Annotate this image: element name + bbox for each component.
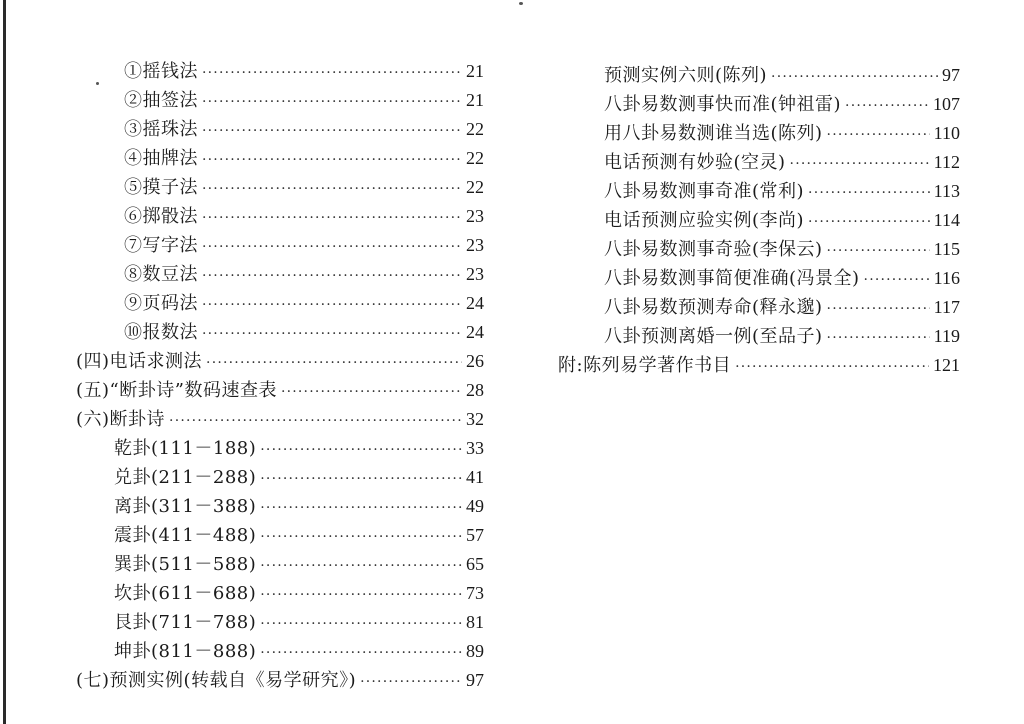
toc-entry (604, 209, 960, 233)
toc-entry (604, 180, 960, 204)
toc-dot-leader (864, 269, 930, 291)
toc-entry (124, 321, 484, 345)
toc-entry (114, 640, 484, 664)
toc-entry-title: 坤卦(811－888) (114, 641, 257, 662)
scan-speck (96, 82, 99, 85)
toc-entry-title: ⑧数豆法 (124, 264, 198, 285)
toc-dot-leader (169, 410, 462, 432)
toc-dot-leader (808, 182, 930, 204)
toc-entry-title: ⑥掷骰法 (124, 206, 198, 227)
toc-page-number: 23 (466, 206, 484, 226)
toc-entry-title: 巽卦(511－588) (114, 554, 257, 575)
toc-entry-title: (七)预测实例(转载自《易学研究》) (76, 670, 357, 691)
toc-dot-leader (827, 298, 930, 320)
toc-entry (114, 495, 484, 519)
toc-page-number: 28 (466, 380, 484, 400)
toc-entry (604, 151, 960, 175)
toc-page-number: 23 (466, 235, 484, 255)
toc-dot-leader (202, 149, 462, 171)
toc-dot-leader (206, 352, 462, 374)
toc-entry (114, 553, 484, 577)
toc-entry (604, 267, 960, 291)
toc-page-number: 73 (466, 583, 484, 603)
toc-entry-title: 兑卦(211－288) (114, 467, 257, 488)
toc-dot-leader (202, 236, 462, 258)
toc-page-number: 116 (933, 268, 960, 288)
toc-page-number: 113 (933, 181, 960, 201)
toc-entry (76, 669, 484, 693)
toc-entry-title: (五)“断卦诗”数码速查表 (76, 380, 277, 401)
toc-dot-leader (735, 356, 929, 378)
toc-entry-title: 附:陈列易学著作书目 (558, 355, 732, 376)
toc-entry (124, 263, 484, 287)
toc-entry (558, 354, 960, 378)
toc-page-number: 121 (933, 355, 960, 375)
toc-dot-leader (202, 207, 462, 229)
toc-entry-title: 八卦易数测事简便准确(冯景全) (604, 268, 860, 289)
toc-entry (604, 64, 960, 88)
toc-page-number: 24 (466, 322, 484, 342)
toc-dot-leader (845, 95, 929, 117)
toc-entry-title: 震卦(411－488) (114, 525, 257, 546)
toc-dot-leader (260, 555, 462, 577)
toc-entry-title: 八卦易数测事快而准(钟祖雷) (604, 94, 842, 115)
toc-page-number: 81 (466, 612, 484, 632)
toc-dot-leader (808, 211, 930, 233)
toc-entry (124, 292, 484, 316)
toc-page-number: 57 (466, 525, 484, 545)
toc-entry (76, 379, 484, 403)
toc-page-number: 119 (933, 326, 960, 346)
toc-entry (114, 582, 484, 606)
toc-entry-title: ④抽牌法 (124, 148, 198, 169)
toc-page-number: 107 (933, 94, 960, 114)
toc-entry-title: 乾卦(111－188) (114, 438, 257, 459)
toc-page-number: 112 (933, 152, 960, 172)
toc-page-number: 41 (466, 467, 484, 487)
toc-page-number: 22 (466, 119, 484, 139)
toc-entry (604, 122, 960, 146)
toc-dot-leader (202, 294, 462, 316)
toc-entry-title: ①摇钱法 (124, 61, 198, 82)
toc-page-number: 21 (466, 61, 484, 81)
toc-entry (124, 147, 484, 171)
toc-entry (124, 234, 484, 258)
toc-page-number: 117 (933, 297, 960, 317)
toc-entry (124, 89, 484, 113)
toc-entry-title: (四)电话求测法 (76, 351, 203, 372)
toc-page-number: 24 (466, 293, 484, 313)
toc-entry-title: (六)断卦诗 (76, 409, 166, 430)
toc-page-number: 110 (933, 123, 960, 143)
toc-page-number: 22 (466, 177, 484, 197)
toc-dot-leader (790, 153, 930, 175)
toc-entry (124, 205, 484, 229)
toc-dot-leader (260, 497, 462, 519)
toc-page-number: 114 (933, 210, 960, 230)
toc-entry (604, 93, 960, 117)
toc-entry (114, 466, 484, 490)
toc-entry-title: 坎卦(611－688) (114, 583, 257, 604)
toc-dot-leader (260, 584, 462, 606)
toc-entry-title: 八卦易数测事奇准(常利) (604, 181, 805, 202)
toc-dot-leader (771, 66, 938, 88)
toc-entry (114, 524, 484, 548)
toc-entry (76, 350, 484, 374)
toc-page-number: 21 (466, 90, 484, 110)
toc-entry-title: ⑤摸子法 (124, 177, 198, 198)
toc-dot-leader (202, 265, 462, 287)
toc-page-number: 22 (466, 148, 484, 168)
toc-dot-leader (202, 178, 462, 200)
toc-page-number: 26 (466, 351, 484, 371)
toc-entry-title: 用八卦易数测谁当选(陈列) (604, 123, 823, 144)
toc-dot-leader (827, 327, 930, 349)
toc-entry-title: 八卦易数预测寿命(释永邈) (604, 297, 823, 318)
toc-page-number: 89 (466, 641, 484, 661)
toc-dot-leader (202, 91, 462, 113)
toc-page-number: 32 (466, 409, 484, 429)
toc-entry-title: 艮卦(711－788) (114, 612, 257, 633)
toc-entry-title: 电话预测有妙验(空灵) (604, 152, 786, 173)
toc-dot-leader (281, 381, 462, 403)
toc-entry-title: 离卦(311－388) (114, 496, 257, 517)
scan-speck (519, 2, 523, 5)
toc-page-number: 49 (466, 496, 484, 516)
toc-page-number: 97 (466, 670, 484, 690)
toc-entry (114, 437, 484, 461)
toc-dot-leader (260, 526, 462, 548)
toc-dot-leader (202, 62, 462, 84)
toc-dot-leader (260, 439, 462, 461)
toc-entry (124, 118, 484, 142)
toc-entry (124, 60, 484, 84)
toc-dot-leader (260, 468, 462, 490)
toc-entry (604, 238, 960, 262)
toc-entry-title: ⑦写字法 (124, 235, 198, 256)
toc-page-number: 33 (466, 438, 484, 458)
toc-entry-title: 八卦易数测事奇验(李保云) (604, 239, 823, 260)
toc-page-number: 65 (466, 554, 484, 574)
toc-entry-title: ⑨页码法 (124, 293, 198, 314)
toc-dot-leader (360, 671, 462, 693)
toc-entry (124, 176, 484, 200)
toc-dot-leader (202, 120, 462, 142)
toc-page-number: 115 (933, 239, 960, 259)
toc-entry (114, 611, 484, 635)
toc-dot-leader (827, 240, 930, 262)
toc-entry (604, 325, 960, 349)
binding-edge-line (3, 0, 6, 724)
toc-entry-title: ⑩报数法 (124, 322, 198, 343)
toc-entry-title: 预测实例六则(陈列) (604, 65, 768, 86)
toc-dot-leader (202, 323, 462, 345)
toc-entry-title: ③摇珠法 (124, 119, 198, 140)
toc-dot-leader (260, 613, 462, 635)
toc-entry-title: ②抽签法 (124, 90, 198, 111)
toc-page-number: 97 (942, 65, 960, 85)
toc-dot-leader (827, 124, 930, 146)
toc-dot-leader (260, 642, 462, 664)
toc-entry (76, 408, 484, 432)
toc-entry-title: 八卦预测离婚一例(至品子) (604, 326, 823, 347)
toc-page-number: 23 (466, 264, 484, 284)
toc-entry-title: 电话预测应验实例(李尚) (604, 210, 805, 231)
toc-entry (604, 296, 960, 320)
